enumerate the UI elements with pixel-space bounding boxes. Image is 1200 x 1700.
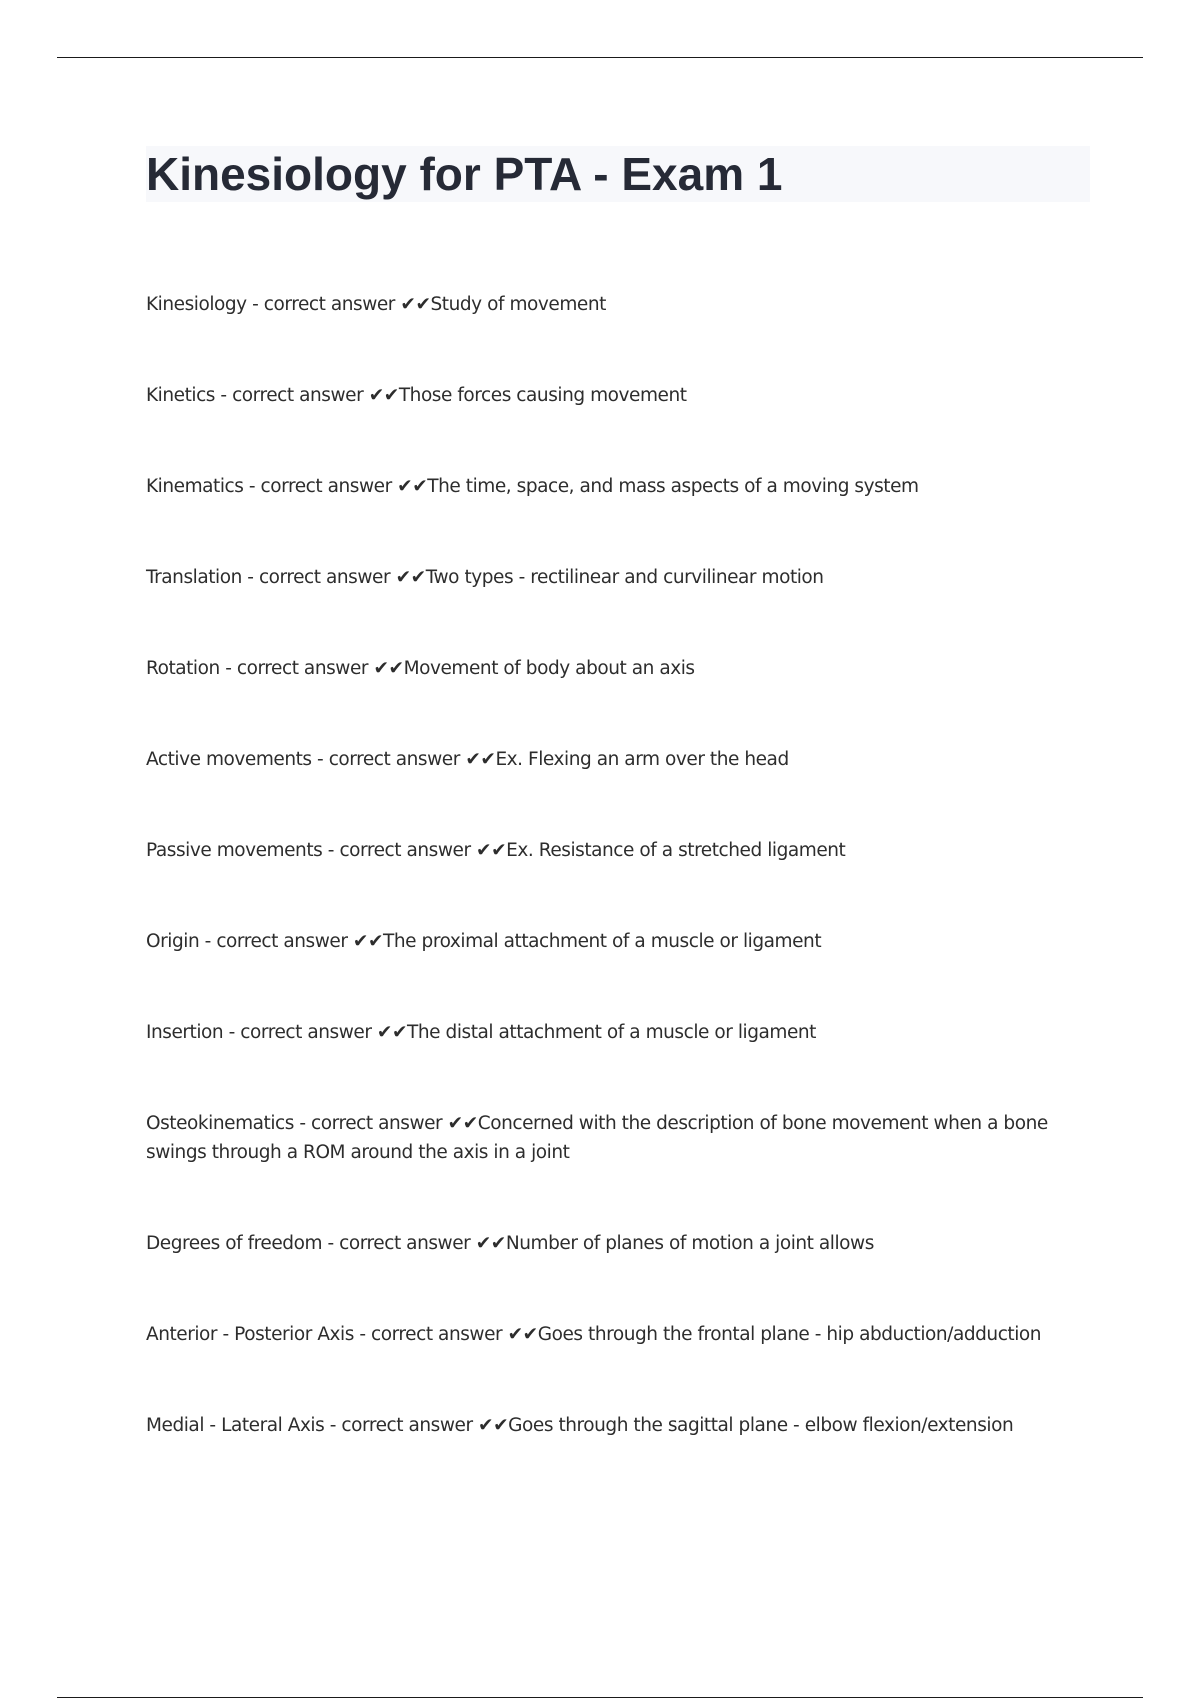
term: Kinematics [146, 476, 244, 497]
term: Rotation [146, 658, 220, 679]
definition: Goes through the sagittal plane - elbow flexion/extension [508, 1415, 1014, 1436]
answer-marker: correct answer [341, 1415, 473, 1436]
list-item [146, 1109, 1086, 1167]
answer-marker: correct answer [240, 1022, 372, 1043]
check-marks: ✔✔ [459, 749, 496, 770]
definition: Ex. Resistance of a stretched ligament [506, 840, 846, 861]
separator: - [311, 749, 329, 770]
separator: - [322, 840, 340, 861]
list-item [146, 472, 1086, 501]
definition: Concerned with the description of bone movement when a bone swings through a ROM around the axis in a joint [146, 1113, 1048, 1163]
separator: - [199, 931, 217, 952]
list-item [146, 654, 1086, 683]
check-marks: ✔✔ [472, 1415, 509, 1436]
answer-marker: correct answer [339, 840, 471, 861]
check-marks: ✔✔ [347, 931, 384, 952]
separator: - [241, 567, 259, 588]
bottom-rule [57, 1697, 1143, 1698]
answer-marker: correct answer [339, 1233, 471, 1254]
list-item [146, 836, 1086, 865]
check-marks: ✔✔ [371, 1022, 408, 1043]
answer-marker: correct answer [263, 294, 395, 315]
list-item [146, 290, 1086, 319]
check-marks: ✔✔ [390, 567, 426, 588]
list-item [146, 381, 1086, 410]
list-item [146, 745, 1086, 774]
list-item [146, 1320, 1086, 1349]
term: Origin [146, 931, 200, 952]
separator: - [243, 476, 261, 497]
term: Insertion [146, 1022, 224, 1043]
answer-marker: correct answer [371, 1324, 503, 1345]
term: Kinesiology [146, 294, 247, 315]
definition: Number of planes of motion a joint allows [505, 1233, 874, 1254]
separator: - [246, 294, 264, 315]
answer-marker: correct answer [258, 567, 391, 588]
check-marks: ✔✔ [470, 840, 507, 861]
term: Osteokinematics [146, 1113, 294, 1134]
term: Anterior - Posterior Axis [146, 1324, 354, 1345]
separator: - [223, 1022, 241, 1043]
term: Kinetics [146, 385, 215, 406]
definition: Movement of body about an axis [403, 658, 695, 679]
flashcard-list [146, 290, 1086, 1502]
separator: - [322, 1233, 340, 1254]
definition: Goes through the frontal plane - hip abduction/adduction [537, 1324, 1042, 1345]
list-item [146, 1411, 1086, 1440]
separator: - [219, 658, 237, 679]
answer-marker: correct answer [216, 931, 348, 952]
check-marks: ✔✔ [502, 1324, 538, 1345]
check-marks: ✔✔ [368, 658, 404, 679]
separator: - [214, 385, 233, 406]
definition: Two types - rectilinear and curvilinear motion [425, 567, 824, 588]
answer-marker: correct answer [311, 1113, 443, 1134]
separator: - [293, 1113, 312, 1134]
answer-marker: correct answer [232, 385, 364, 406]
check-marks: ✔✔ [363, 385, 399, 406]
term: Passive movements [146, 840, 323, 861]
top-rule [57, 57, 1143, 58]
list-item [146, 1018, 1086, 1047]
check-marks: ✔✔ [470, 1233, 506, 1254]
definition: The time, space, and mass aspects of a moving system [427, 476, 919, 497]
definition: Study of movement [430, 294, 606, 315]
term: Degrees of freedom [146, 1233, 323, 1254]
term: Translation [146, 567, 242, 588]
separator: - [353, 1324, 371, 1345]
definition: The proximal attachment of a muscle or ligament [383, 931, 822, 952]
answer-marker: correct answer [236, 658, 369, 679]
check-marks: ✔✔ [391, 476, 428, 497]
list-item [146, 927, 1086, 956]
list-item [146, 563, 1086, 592]
list-item [146, 1229, 1086, 1258]
definition: The distal attachment of a muscle or ligament [407, 1022, 816, 1043]
term: Active movements [146, 749, 312, 770]
answer-marker: correct answer [260, 476, 392, 497]
definition: Those forces causing movement [398, 385, 687, 406]
document-title: Kinesiology for PTA - Exam 1 [146, 148, 783, 200]
check-marks: ✔✔ [394, 294, 431, 315]
definition: Ex. Flexing an arm over the head [495, 749, 789, 770]
term: Medial - Lateral Axis [146, 1415, 325, 1436]
separator: - [324, 1415, 342, 1436]
answer-marker: correct answer [328, 749, 460, 770]
check-marks: ✔✔ [442, 1113, 478, 1134]
